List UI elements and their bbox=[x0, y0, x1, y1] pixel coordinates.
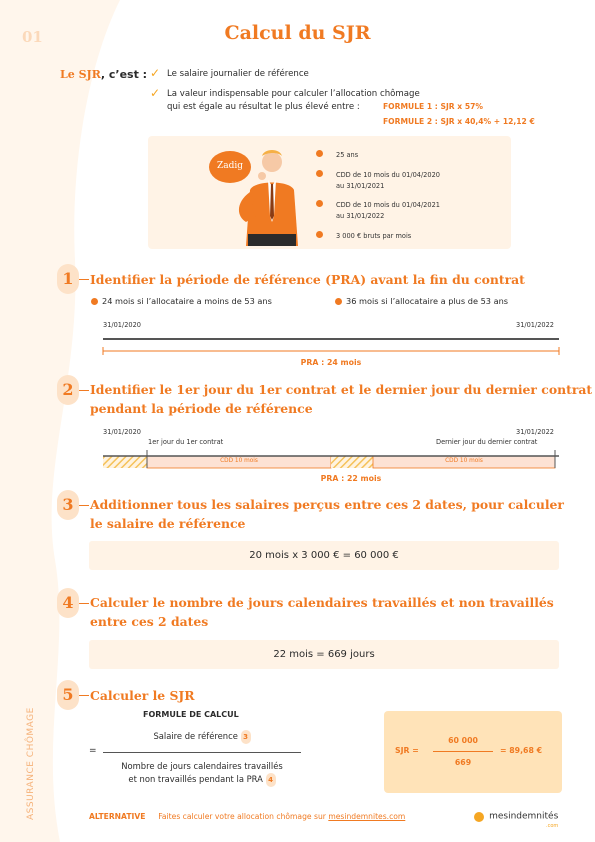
profile-name-bubble: Zadig bbox=[209, 151, 251, 183]
footer-label: ALTERNATIVE bbox=[89, 812, 146, 821]
brand-logo bbox=[474, 806, 558, 829]
sjr-intro-suffix: , c’est : bbox=[100, 68, 148, 81]
formula-numerator-ref: 3 bbox=[241, 730, 251, 744]
sjr-intro bbox=[60, 68, 147, 81]
formula-numerator bbox=[103, 730, 301, 744]
step-4-title-line-2: entre ces 2 dates bbox=[90, 614, 209, 629]
step-3-calc-box bbox=[89, 541, 559, 570]
bullet-dot bbox=[91, 298, 98, 305]
check-icon: ✓ bbox=[150, 66, 161, 80]
profile-bullet bbox=[316, 200, 323, 207]
step-2-last-day-label: Dernier jour du dernier contrat bbox=[436, 438, 538, 446]
footer bbox=[89, 812, 405, 821]
definition-item-1: Le salaire journalier de référence bbox=[167, 69, 309, 79]
person-illustration bbox=[226, 146, 316, 246]
formula-title: FORMULE DE CALCUL bbox=[143, 710, 239, 719]
sjr-result-bar bbox=[433, 751, 493, 752]
step-3-calc: 20 mois x 3 000 € = 60 000 € bbox=[249, 550, 399, 561]
step-1-number: 1 bbox=[57, 264, 79, 294]
profile-bullet bbox=[316, 150, 323, 157]
step-2-segment-2-label: CDD 10 mois bbox=[445, 458, 483, 464]
step-2-title-line-2: pendant la période de référence bbox=[90, 401, 313, 416]
bullet-dot bbox=[335, 298, 342, 305]
step-2-number: 2 bbox=[57, 375, 79, 405]
page-title: Calcul du SJR bbox=[224, 22, 371, 44]
profile-bullet bbox=[316, 170, 323, 177]
formula-denominator-line-2: et non travaillés pendant la PRA bbox=[128, 774, 263, 784]
step-3-number: 3 bbox=[57, 490, 79, 520]
profile-bullet bbox=[316, 231, 323, 238]
logo-icon bbox=[474, 812, 484, 822]
page-number: 01 bbox=[22, 28, 43, 46]
formula-fraction-bar bbox=[103, 752, 301, 753]
formula-1: FORMULE 1 : SJR x 57% bbox=[383, 102, 483, 111]
step-1-date-end: 31/01/2022 bbox=[516, 321, 555, 329]
step-connector bbox=[79, 279, 89, 280]
step-4-calc-box bbox=[89, 640, 559, 669]
step-1-pra-range bbox=[101, 346, 561, 356]
step-1-timeline bbox=[103, 338, 559, 340]
sjr-result-denominator: 669 bbox=[454, 758, 472, 767]
side-label: ASSURANCE CHÔMAGE bbox=[26, 707, 36, 820]
definition-item-2: La valeur indispensable pour calculer l’allocation chômage bbox=[167, 89, 420, 99]
step-connector bbox=[79, 695, 89, 696]
step-1-bullet-over-53: 36 mois si l’allocataire a plus de 53 ans bbox=[346, 296, 509, 306]
profile-fact-cdd1-a: CDD de 10 mois du 01/04/2020 bbox=[336, 171, 440, 179]
step-1-title: Identifier la période de référence (PRA) avant la fin du contrat bbox=[90, 272, 525, 287]
profile-fact-cdd1-b: au 31/01/2021 bbox=[336, 182, 385, 190]
step-2-title-line-1: Identifier le 1er jour du 1er contrat et le dernier jour du dernier contrat bbox=[90, 382, 593, 397]
sjr-result-label: SJR = bbox=[395, 746, 419, 755]
step-2-date-start: 31/01/2020 bbox=[103, 428, 142, 436]
sjr-result-numerator: 60 000 bbox=[448, 736, 478, 745]
step-3-title-line-2: le salaire de référence bbox=[90, 516, 246, 531]
step-2-date-end: 31/01/2022 bbox=[516, 428, 555, 436]
step-4-title-line-1: Calculer le nombre de jours calendaires travaillés et non travaillés bbox=[90, 595, 554, 610]
formula-2: FORMULE 2 : SJR x 40,4% + 12,12 € bbox=[383, 117, 535, 126]
step-2-first-day-label: 1er jour du 1er contrat bbox=[148, 438, 224, 446]
step-connector bbox=[79, 603, 89, 604]
sjr-result-value: = 89,68 € bbox=[500, 746, 543, 755]
profile-card bbox=[148, 136, 511, 249]
step-2-pra-label: PRA : 22 mois bbox=[320, 474, 382, 483]
step-1-pra-label: PRA : 24 mois bbox=[300, 358, 362, 367]
formula-equals: = bbox=[89, 746, 97, 756]
profile-fact-cdd2-a: CDD de 10 mois du 01/04/2021 bbox=[336, 201, 440, 209]
step-3-title-line-1: Additionner tous les salaires perçus entre ces 2 dates, pour calculer bbox=[90, 497, 564, 512]
footer-link[interactable]: mesindemnites.com bbox=[328, 812, 406, 821]
step-4-calc: 22 mois = 669 jours bbox=[273, 649, 375, 660]
step-5-title: Calculer le SJR bbox=[90, 688, 195, 703]
logo-text: mesindemnités bbox=[489, 811, 559, 822]
step-connector bbox=[79, 505, 89, 506]
profile-fact-salary: 3 000 € bruts par mois bbox=[336, 232, 412, 240]
profile-fact-cdd2-b: au 31/01/2022 bbox=[336, 212, 385, 220]
profile-fact-age: 25 ans bbox=[336, 151, 359, 159]
formula-denominator bbox=[103, 760, 301, 787]
formula-denominator-line-1: Nombre de jours calendaires travaillés bbox=[121, 761, 283, 771]
check-icon: ✓ bbox=[150, 86, 161, 100]
definition-item-3: qui est égale au résultat le plus élevé entre : bbox=[167, 102, 360, 112]
footer-text: Faites calculer votre allocation chômage sur bbox=[158, 812, 326, 821]
step-connector bbox=[79, 390, 89, 391]
step-1-date-start: 31/01/2020 bbox=[103, 321, 142, 329]
logo-sub: .com bbox=[546, 823, 559, 829]
step-1-bullet-under-53: 24 mois si l’allocataire a moins de 53 ans bbox=[102, 296, 272, 306]
formula-numerator-text: Salaire de référence bbox=[153, 731, 238, 741]
step-5-number: 5 bbox=[57, 680, 79, 710]
step-2-segment-1-label: CDD 10 mois bbox=[220, 458, 258, 464]
formula-denominator-ref: 4 bbox=[266, 773, 276, 787]
step-4-number: 4 bbox=[57, 588, 79, 618]
sjr-intro-prefix: Le SJR bbox=[60, 68, 101, 81]
